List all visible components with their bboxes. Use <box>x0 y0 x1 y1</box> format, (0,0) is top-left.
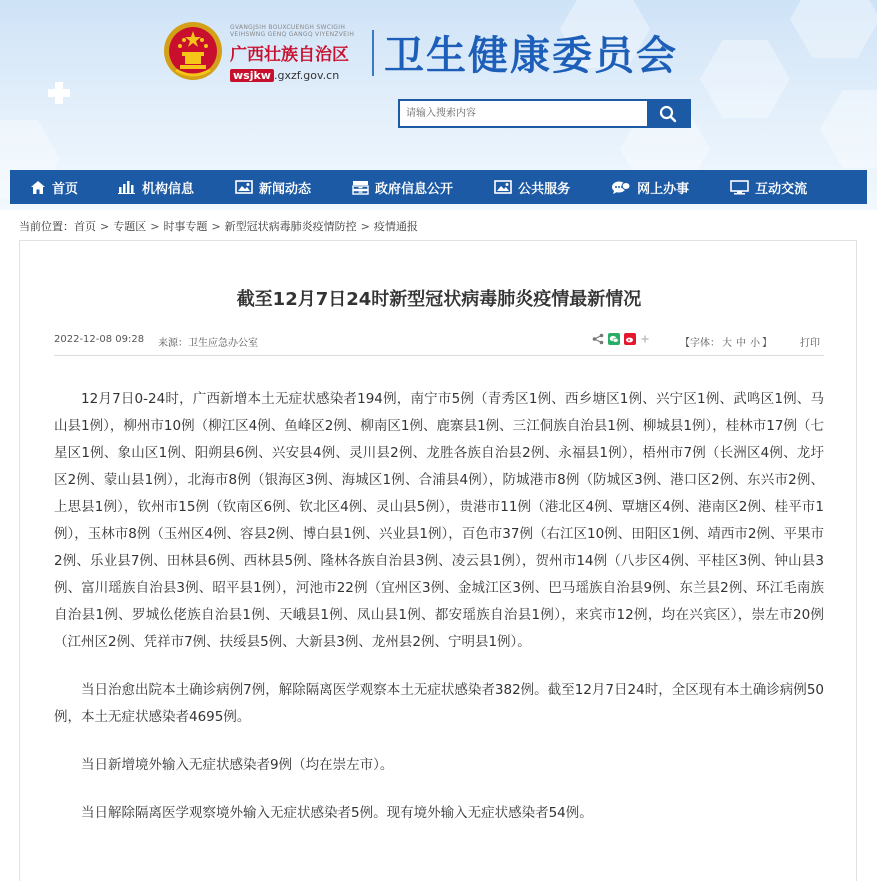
nav-item-label: 政府信息公开 <box>375 181 454 197</box>
nav-item-public-service[interactable] <box>494 170 570 204</box>
breadcrumb-item-current-topics[interactable]: 时事专题 <box>163 220 208 233</box>
weibo-icon[interactable] <box>624 333 636 345</box>
article-paragraph: 当日新增境外输入无症状感染者9例（均在崇左市）。 <box>81 757 394 773</box>
search-input[interactable] <box>400 101 648 126</box>
breadcrumb-separator: > <box>100 220 110 233</box>
nav-item-label: 公共服务 <box>518 181 571 197</box>
main-nav <box>10 170 867 204</box>
source-label: 来源： <box>158 338 188 349</box>
logo-pinyin-line: VEIHSWNG GENQ GANGQ VIYENZVEIH <box>230 31 355 38</box>
nav-item-interaction[interactable] <box>730 170 807 204</box>
search-icon <box>659 105 677 123</box>
wechat-icon[interactable] <box>608 333 620 345</box>
font-label-open: 【字体： <box>680 338 720 349</box>
breadcrumb-separator: > <box>150 220 160 233</box>
nav-item-home[interactable] <box>30 170 78 204</box>
font-medium-button[interactable]: 中 <box>736 338 746 349</box>
breadcrumb-item-covid-control[interactable]: 新型冠状病毒肺炎疫情防控 <box>224 220 357 233</box>
article-source <box>158 334 258 349</box>
more-share-icon[interactable] <box>640 334 650 344</box>
image-icon <box>494 180 512 194</box>
site-title: 卫生健康委员会 <box>384 32 678 79</box>
print-button[interactable]: 打印 <box>800 338 820 349</box>
search-button[interactable] <box>647 101 689 126</box>
nav-item-label: 网上办事 <box>637 181 690 197</box>
article-paragraph: 12月7日0-24时，广西新增本土无症状感染者194例，南宁市5例（青秀区1例、西乡塘区1例、兴宁区1例、武鸣区1例、马山县1例），柳州市10例（柳江区4例、鱼峰区2例、柳南区1例、鹿寨县1例、三江侗族自治县1例、柳城县1例），桂林市17例（七星区1例、象山区1例、阳朔县6例、兴安县4例、灵川县2例、龙胜各族自治县2例、永福县1例），梧州市7例（长洲区4例、龙圩区2例、蒙山县1例），北海市8例（银海区3例、海城区1例、合浦县4例），防城港市8例（防城区3例、港口区2例、东兴市2例、上思县1例），钦州市15例（钦南区6例、钦北区4例、灵山县5例），贵港市11例（港北区4例、覃塘区4例、港南区2例、桂平市1例），玉林市8例（玉州区4例、容县2例、博白县1例、兴业县1例），百色市37例（右江区10例、田阳区1例、靖西市2例、平果市2例、乐业县7例、田林县6例、西林县5例、隆林各族自治县3例、凌云县1例），贺州市14例（八步区4例、平桂区3例、钟山县3例、富川瑶族自治县3例、昭平县1例），河池市22例（宜州区3例、金城江区3例、巴马瑶族自治县9例、东兰县2例、环江毛南族自治县1例、罗城仫佬族自治县1例、天峨县1例、凤山县1例、都安瑶族自治县1例），来宾市12例，均在兴宾区），崇左市20例（江州区2例、凭祥市7例、扶绥县5例、大新县3例、龙州县2例、宁明县1例）。 <box>54 391 824 650</box>
article-title: 截至12月7日24时新型冠状病毒肺炎疫情最新情况 <box>236 289 642 310</box>
breadcrumb-separator: > <box>211 220 221 233</box>
nav-item-institution[interactable] <box>118 170 194 204</box>
header-hex-decoration <box>790 0 877 58</box>
logo-divider <box>372 30 374 76</box>
bar-chart-icon <box>118 180 136 194</box>
article-meta <box>54 334 824 354</box>
nav-item-gov-info[interactable] <box>352 170 453 204</box>
article-content <box>54 386 824 848</box>
search-box <box>398 99 691 128</box>
source-value: 卫生应急办公室 <box>188 338 258 349</box>
logo-domain <box>230 69 370 82</box>
national-emblem-icon <box>162 20 224 82</box>
logo-domain-prefix: wsjkw <box>230 69 274 82</box>
logo-region-name: 广西壮族自治区 <box>230 45 349 65</box>
share-bar <box>592 333 650 345</box>
logo-domain-suffix: .gxzf.gov.cn <box>273 69 340 82</box>
breadcrumb-separator: > <box>360 220 370 233</box>
header-hex-decoration <box>700 40 790 118</box>
region-logo <box>230 24 370 84</box>
font-large-button[interactable]: 大 <box>722 338 732 349</box>
breadcrumb <box>19 218 418 234</box>
font-size-control <box>680 334 772 349</box>
logo-pinyin-line: GVANGJSIH BOUXCUENGH SWCIGIH <box>230 24 346 31</box>
font-label-close: 】 <box>762 338 772 349</box>
chat-bubble-icon <box>611 180 631 195</box>
article-paragraph: 当日解除隔离医学观察境外输入无症状感染者5例。现有境外输入无症状感染者54例。 <box>81 805 593 821</box>
home-icon <box>30 180 46 195</box>
nav-item-label: 新闻动态 <box>259 181 312 197</box>
breadcrumb-item-epidemic-report[interactable]: 疫情通报 <box>373 220 418 233</box>
breadcrumb-item-home[interactable]: 首页 <box>74 220 96 233</box>
nav-item-news[interactable] <box>235 170 311 204</box>
image-icon <box>235 180 253 194</box>
share-icon[interactable] <box>592 333 604 345</box>
nav-item-label: 首页 <box>52 181 79 197</box>
header-hex-decoration <box>820 90 877 168</box>
nav-item-label: 机构信息 <box>142 181 195 197</box>
nav-item-label: 互动交流 <box>755 181 808 197</box>
article-date: 2022-12-08 09:28 <box>54 334 145 345</box>
article-panel <box>19 240 857 881</box>
breadcrumb-item-topics[interactable]: 专题区 <box>113 220 147 233</box>
font-small-button[interactable]: 小 <box>750 338 760 349</box>
document-stack-icon <box>352 180 369 195</box>
monitor-icon <box>730 180 749 195</box>
article-paragraph: 当日治愈出院本土确诊病例7例，解除隔离医学观察本土无症状感染者382例。截至12月7日24时，全区现有本土确诊病例50例，本土无症状感染者4695例。 <box>54 682 824 725</box>
breadcrumb-prefix: 当前位置： <box>19 220 74 233</box>
plus-decoration-icon <box>48 82 70 104</box>
meta-divider <box>54 355 824 356</box>
nav-item-online-service[interactable] <box>611 170 689 204</box>
